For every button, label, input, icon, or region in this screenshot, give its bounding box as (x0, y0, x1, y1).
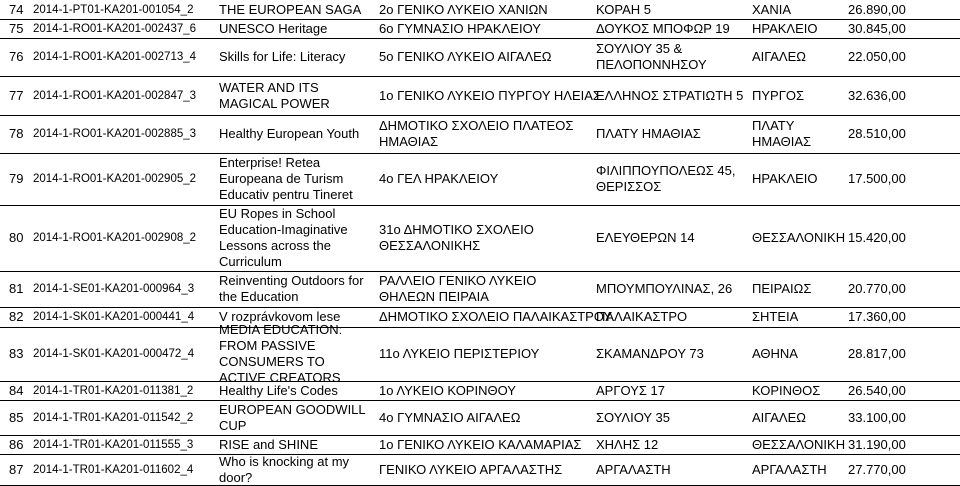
row-number: 84 (9, 382, 24, 398)
table-row (0, 76, 960, 116)
address: ΣΟΥΛΙΟΥ 35 (596, 409, 670, 425)
project-title: Who is knocking at my door? (219, 453, 350, 485)
project-title: UNESCO Heritage (219, 20, 328, 36)
address: ΣΟΥΛΙΟΥ 35 & ΠΕΛΟΠΟΝΝΗΣΟΥ (596, 41, 707, 72)
amount: 22.050,00 (848, 49, 906, 64)
project-title: Healthy European Youth (219, 126, 360, 141)
address: ΜΠΟΥΜΠΟΥΛΙΝΑΣ, 26 (596, 281, 733, 296)
address: ΧΗΛΗΣ 12 (596, 436, 659, 452)
city: ΑΙΓΑΛΕΩ (752, 409, 806, 425)
city: ΠΛΑΤΥ ΗΜΑΘΙΑΣ (752, 118, 812, 149)
row-number: 78 (9, 126, 24, 141)
table-row (0, 38, 960, 77)
row-number: 80 (9, 230, 24, 245)
amount: 26.540,00 (848, 382, 906, 398)
table-row (0, 19, 960, 39)
amount: 28.817,00 (848, 346, 906, 361)
city: ΑΘΗΝΑ (752, 346, 798, 361)
project-title: Skills for Life: Literacy (219, 49, 346, 64)
project-code: 2014-1-RO01-KA201-002713_4 (33, 51, 197, 63)
table-row (0, 454, 960, 486)
amount: 17.360,00 (848, 309, 906, 324)
table-row (0, 0, 960, 20)
amount: 31.190,00 (848, 436, 906, 452)
project-title: RISE and SHINE (219, 436, 318, 452)
table-row (0, 322, 960, 385)
project-title: V rozprávkovom lese (219, 309, 341, 324)
amount: 30.845,00 (848, 20, 906, 36)
city: ΑΡΓΑΛΑΣΤΗ (752, 461, 827, 477)
amount: 26.890,00 (848, 1, 906, 17)
project-title: EUROPEAN GOODWILL CUP (219, 401, 366, 433)
city: ΘΕΣΣΑΛΟΝΙΚΗ (752, 230, 846, 245)
amount: 32.636,00 (848, 87, 906, 103)
city: ΠΕΙΡΑΙΩΣ (752, 281, 812, 296)
project-title: Enterprise! Retea Europeana de Turism Educativ pentru Tineret (219, 155, 353, 202)
city: ΣΗΤΕΙΑ (752, 309, 799, 324)
school-name: 6ο ΓΥΜΝΑΣΙΟ ΗΡΑΚΛΕΙΟΥ (379, 20, 541, 36)
school-name: 1ο ΓΕΝΙΚΟ ΛΥΚΕΙΟ ΚΑΛΑΜΑΡΙΑΣ (379, 436, 582, 452)
row-number: 86 (9, 436, 24, 452)
table-row (0, 400, 960, 436)
address: ΠΛΑΤΥ ΗΜΑΘΙΑΣ (596, 126, 701, 141)
amount: 27.770,00 (848, 461, 906, 477)
school-name: 4ο ΓΕΛ ΗΡΑΚΛΕΙΟΥ (379, 171, 499, 186)
project-code: 2014-1-SK01-KA201-000472_4 (33, 348, 195, 360)
school-name: 5ο ΓΕΝΙΚΟ ΛΥΚΕΙΟ ΑΙΓΑΛΕΩ (379, 49, 552, 64)
address: ΑΡΓΑΛΑΣΤΗ (596, 461, 671, 477)
amount: 20.770,00 (848, 281, 906, 296)
project-title: THE EUROPEAN SAGA (219, 1, 362, 17)
project-code: 2014-1-PT01-KA201-001054_2 (33, 3, 194, 16)
project-code: 2014-1-RO01-KA201-002437_6 (33, 22, 197, 35)
amount: 17.500,00 (848, 171, 906, 186)
city: ΑΙΓΑΛΕΩ (752, 49, 806, 64)
address: ΔΟΥΚΟΣ ΜΠΟΦΩΡ 19 (596, 20, 730, 36)
school-name: 4ο ΓΥΜΝΑΣΙΟ ΑΙΓΑΛΕΩ (379, 409, 521, 425)
table-row (0, 115, 960, 154)
city: ΗΡΑΚΛΕΙΟ (752, 20, 818, 36)
address: ΕΛΕΥΘΕΡΩΝ 14 (596, 230, 695, 245)
city: ΠΥΡΓΟΣ (752, 87, 805, 103)
school-name: ΓΕΝΙΚΟ ΛΥΚΕΙΟ ΑΡΓΑΛΑΣΤΗΣ (379, 461, 563, 477)
table-row (0, 381, 960, 401)
project-title: EU Ropes in School Education-Imaginative Lessons across the Curriculum (219, 206, 348, 269)
city: ΧΑΝΙΑ (752, 1, 792, 17)
address: ΚΟΡΑΗ 5 (596, 1, 651, 17)
address: ΑΡΓΟΥΣ 17 (596, 382, 665, 398)
table-row (0, 271, 960, 308)
project-title: Reinventing Outdoors for the Education (219, 273, 364, 304)
amount: 28.510,00 (848, 126, 906, 141)
project-code: 2014-1-RO01-KA201-002908_2 (33, 232, 197, 244)
city: ΗΡΑΚΛΕΙΟ (752, 171, 818, 186)
school-name: 1ο ΛΥΚΕΙΟ ΚΟΡΙΝΘΟΥ (379, 382, 516, 398)
school-name: ΡΑΛΛΕΙΟ ΓΕΝΙΚΟ ΛΥΚΕΙΟ ΘΗΛΕΩΝ ΠΕΙΡΑΙΑ (379, 273, 537, 304)
school-name: ΔΗΜΟΤΙΚΟ ΣΧΟΛΕΙΟ ΠΛΑΤΕΟΣ ΗΜΑΘΙΑΣ (379, 118, 574, 149)
table-row (0, 435, 960, 455)
project-code: 2014-1-TR01-KA201-011602_4 (33, 463, 194, 476)
table-row (0, 307, 960, 328)
row-number: 77 (9, 87, 24, 103)
table-row (0, 153, 960, 206)
row-number: 74 (9, 1, 24, 17)
project-code: 2014-1-TR01-KA201-011381_2 (33, 384, 194, 397)
school-name: 31ο ΔΗΜΟΤΙΚΟ ΣΧΟΛΕΙΟ ΘΕΣΣΑΛΟΝΙΚΗΣ (379, 222, 534, 253)
project-code: 2014-1-RO01-KA201-002905_2 (33, 173, 197, 185)
amount: 15.420,00 (848, 230, 906, 245)
row-number: 83 (9, 346, 24, 361)
city: ΚΟΡΙΝΘΟΣ (752, 382, 821, 398)
address: ΣΚΑΜΑΝΔΡΟΥ 73 (596, 346, 704, 361)
project-title: MEDIA EDUCATION: FROM PASSIVE CONSUMERS TO ACTIVE CREATORS (219, 322, 343, 385)
row-number: 85 (9, 409, 24, 425)
school-name: 11ο ΛΥΚΕΙΟ ΠΕΡΙΣΤΕΡΙΟΥ (379, 346, 540, 361)
row-number: 76 (9, 49, 24, 64)
school-name: 1ο ΓΕΝΙΚΟ ΛΥΚΕΙΟ ΠΥΡΓΟΥ ΗΛΕΙΑΣ (379, 87, 601, 103)
row-number: 82 (9, 309, 24, 324)
table-row (0, 205, 960, 272)
project-code: 2014-1-TR01-KA201-011555_3 (33, 438, 194, 451)
row-number: 81 (9, 281, 24, 296)
school-name: 2ο ΓΕΝΙΚΟ ΛΥΚΕΙΟ ΧΑΝΙΩΝ (379, 1, 548, 17)
project-title: WATER AND ITS MAGICAL POWER (219, 79, 330, 111)
row-number: 79 (9, 171, 24, 186)
city: ΘΕΣΣΑΛΟΝΙΚΗ (752, 436, 846, 452)
row-number: 87 (9, 461, 24, 477)
row-number: 75 (9, 20, 24, 36)
school-name: ΔΗΜΟΤΙΚΟ ΣΧΟΛΕΙΟ ΠΑΛΑΙΚΑΣΤΡΟΥ (379, 309, 613, 324)
project-title: Healthy Life's Codes (219, 382, 338, 398)
amount: 33.100,00 (848, 409, 906, 425)
address: ΠΑΛΑΙΚΑΣΤΡΟ (596, 309, 688, 324)
project-code: 2014-1-RO01-KA201-002847_3 (33, 89, 197, 102)
address: ΦΙΛΙΠΠΟΥΠΟΛΕΩΣ 45, ΘΕΡΙΣΣΟΣ (596, 163, 736, 194)
project-code: 2014-1-TR01-KA201-011542_2 (33, 411, 194, 424)
project-code: 2014-1-RO01-KA201-002885_3 (33, 128, 197, 140)
project-code: 2014-1-SK01-KA201-000441_4 (33, 311, 195, 323)
address: ΕΛΛΗΝΟΣ ΣΤΡΑΤΙΩΤΗ 5 (596, 87, 744, 103)
project-code: 2014-1-SE01-KA201-000964_3 (33, 283, 195, 295)
